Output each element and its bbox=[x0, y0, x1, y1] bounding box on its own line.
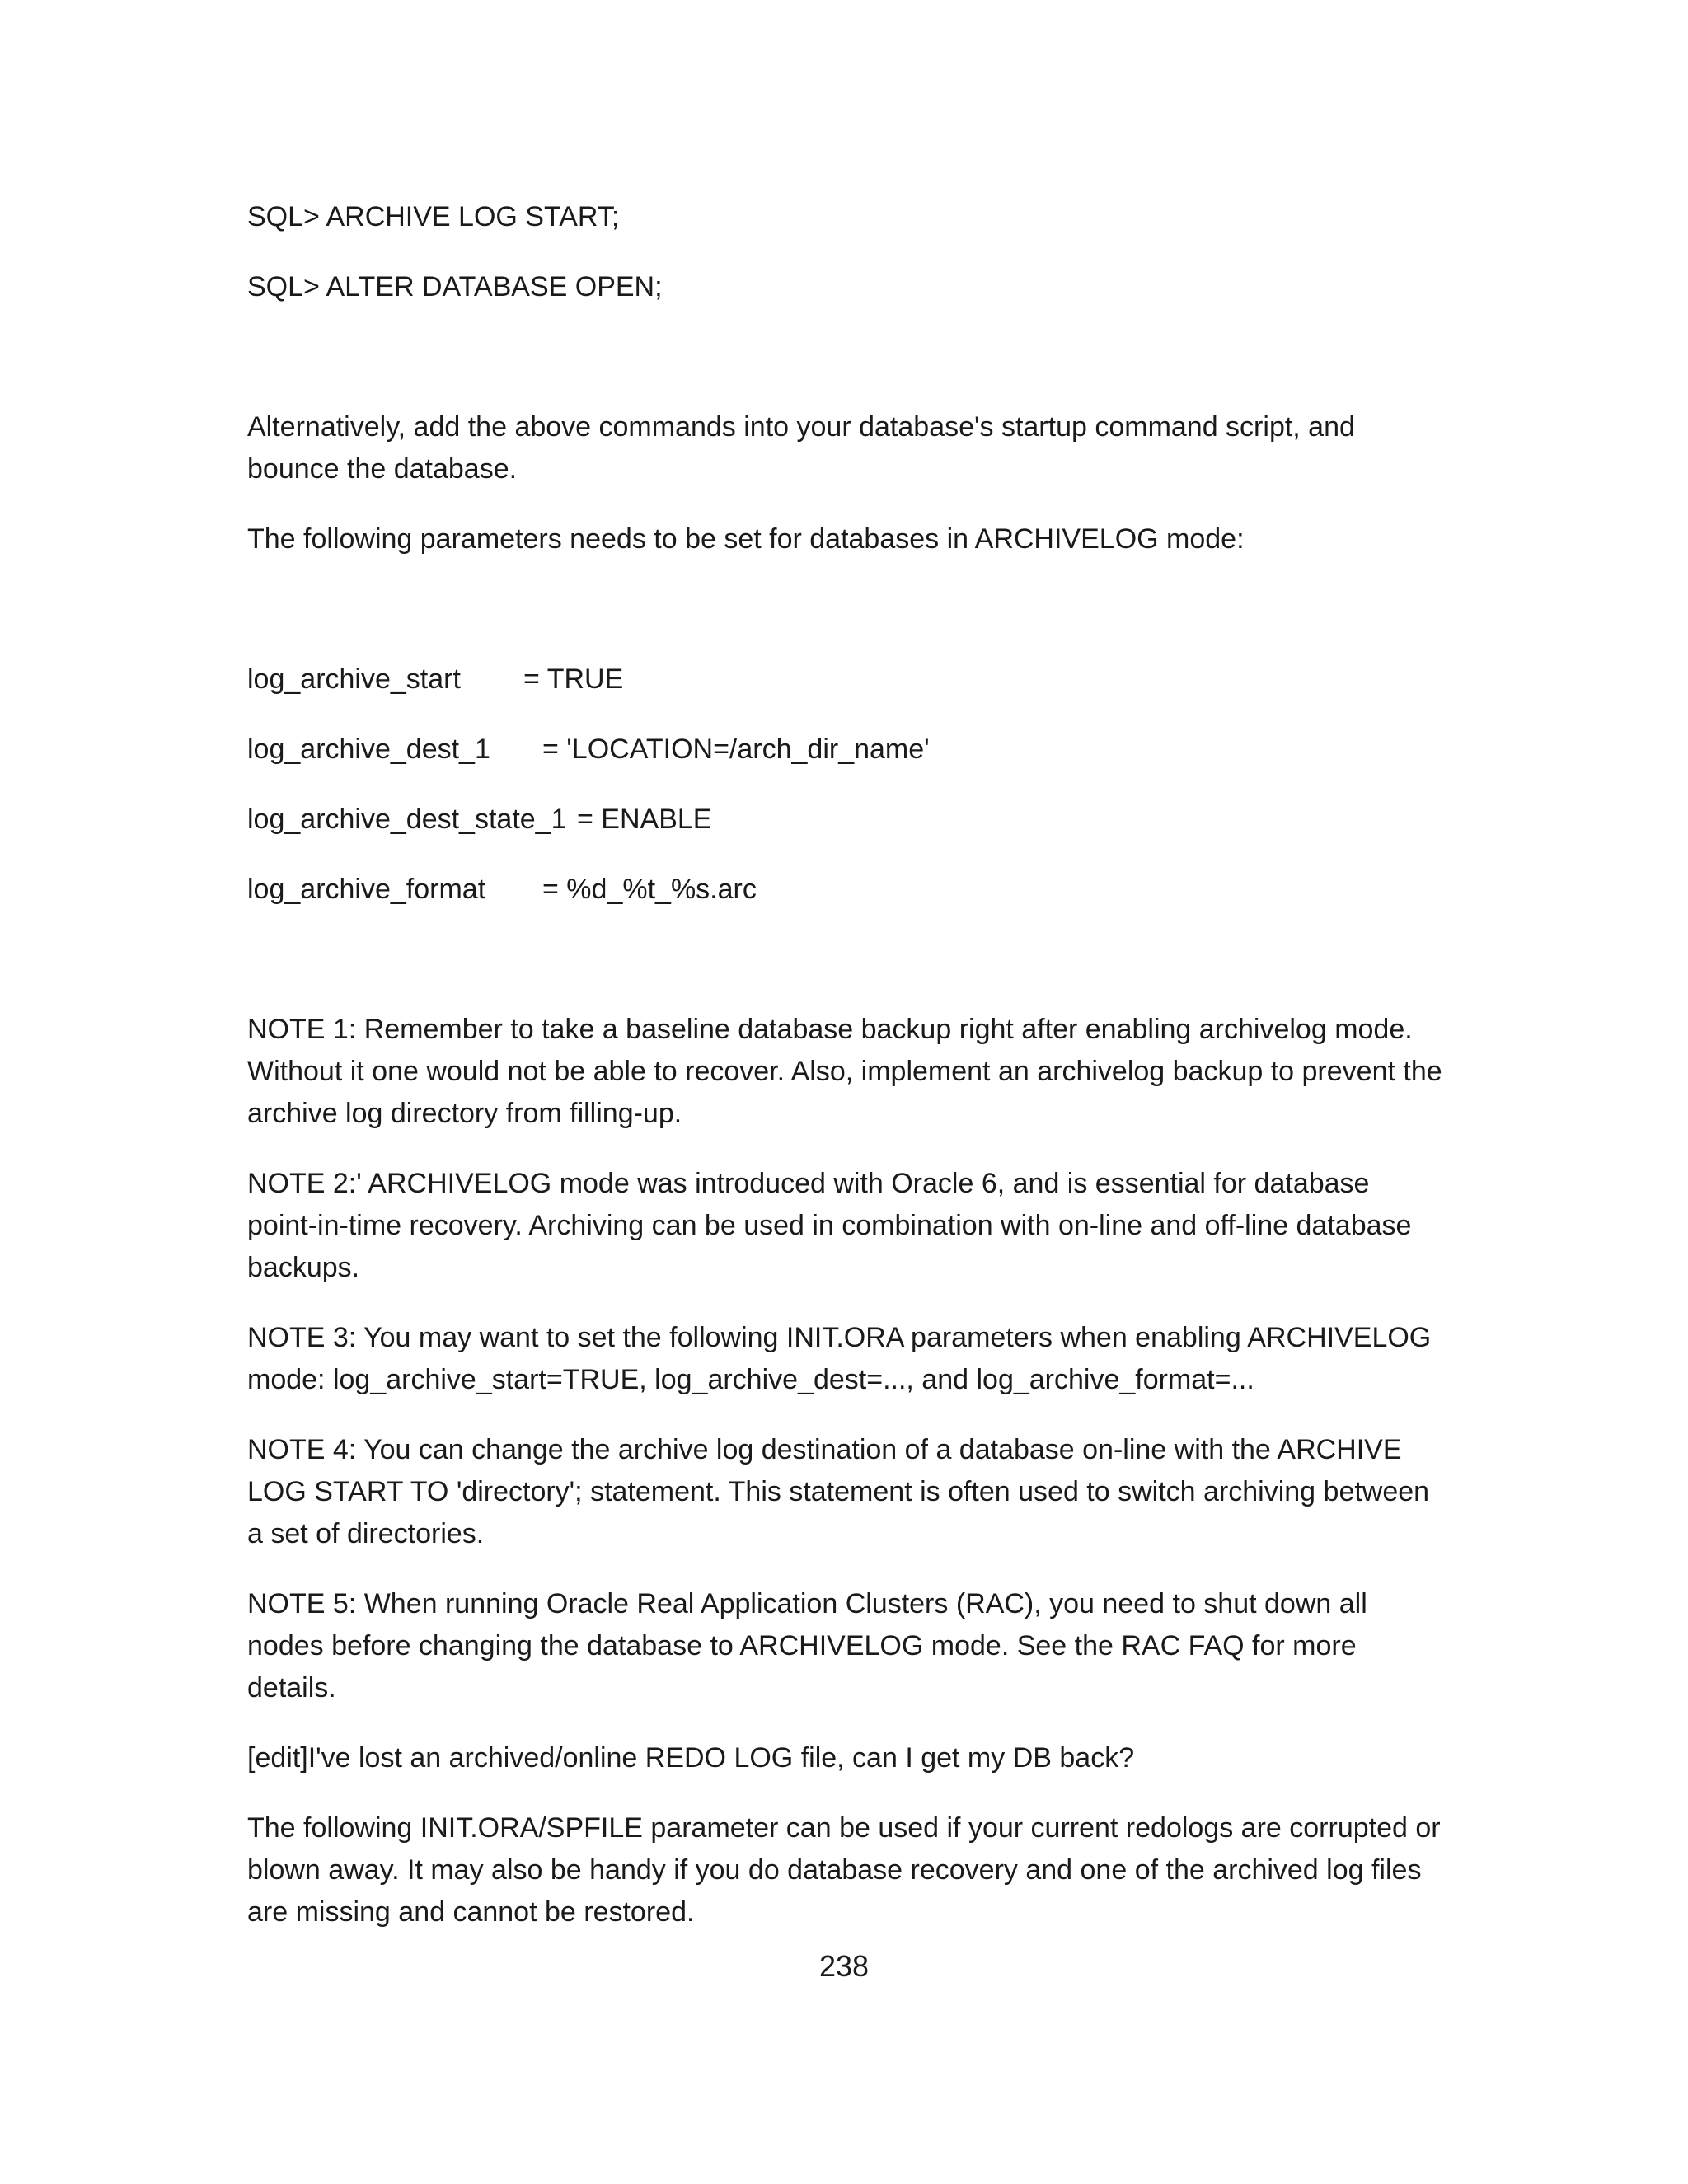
parameter-list bbox=[247, 658, 1442, 911]
parameter-row bbox=[247, 799, 1442, 841]
note-5: NOTE 5: When running Oracle Real Application Clusters (RAC), you need to shut down all nodes before changing the database to ARCHIVELOG mode. See the RAC FAQ for more details. bbox=[247, 1588, 1367, 1704]
parameter-row bbox=[247, 869, 1442, 911]
parameters-intro: The following parameters needs to be set for databases in ARCHIVELOG mode: bbox=[247, 523, 1245, 555]
spacer bbox=[247, 939, 1442, 1009]
parameter-name: log_archive_dest_state_1 bbox=[247, 804, 567, 835]
section-heading: [edit]I've lost an archived/online REDO LOG file, can I get my DB back? bbox=[247, 1742, 1135, 1774]
note-4: NOTE 4: You can change the archive log destination of a database on-line with the ARCHIVE LOG START TO 'directory'; statement. This statement is often used to switch archiving between a set of directories. bbox=[247, 1434, 1430, 1549]
parameter-row bbox=[247, 658, 1442, 701]
note-1: NOTE 1: Remember to take a baseline database backup right after enabling archivelog mode. Without it one would not be able to recover. Also, implement an archivelog backup to prevent the archive log directory from filling-up. bbox=[247, 1014, 1442, 1129]
parameter-row bbox=[247, 729, 1442, 771]
spacer bbox=[247, 336, 1442, 406]
page-content bbox=[247, 196, 1442, 1961]
parameter-value: = TRUE bbox=[523, 663, 624, 695]
sql-command-alter-database-open: SQL> ALTER DATABASE OPEN; bbox=[247, 271, 663, 302]
note-3: NOTE 3: You may want to set the following INIT.ORA parameters when enabling ARCHIVELOG mode: log_archive_start=TRUE, log_archive_dest=..., and log_archive_format=... bbox=[247, 1322, 1432, 1395]
spacer bbox=[247, 588, 1442, 658]
intro-paragraph: Alternatively, add the above commands into your database's startup command script, and bounce the database. bbox=[247, 411, 1355, 485]
closing-paragraph: The following INIT.ORA/SPFILE parameter can be used if your current redologs are corrupted or blown away. It may also be handy if you do database recovery and one of the archived log files are missing and cannot be restored. bbox=[247, 1812, 1441, 1928]
note-2: NOTE 2:' ARCHIVELOG mode was introduced with Oracle 6, and is essential for database point-in-time recovery. Archiving can be used in combination with on-line and off-line database backups. bbox=[247, 1168, 1412, 1283]
parameter-name: log_archive_format bbox=[247, 874, 486, 905]
parameter-value: = ENABLE bbox=[577, 804, 712, 835]
parameter-value: = 'LOCATION=/arch_dir_name' bbox=[542, 733, 930, 765]
sql-command-archive-log-start: SQL> ARCHIVE LOG START; bbox=[247, 201, 620, 232]
page-number: 238 bbox=[818, 1949, 870, 1983]
parameter-name: log_archive_dest_1 bbox=[247, 733, 490, 765]
parameter-value: = %d_%t_%s.arc bbox=[542, 874, 757, 905]
parameter-name: log_archive_start bbox=[247, 663, 461, 695]
